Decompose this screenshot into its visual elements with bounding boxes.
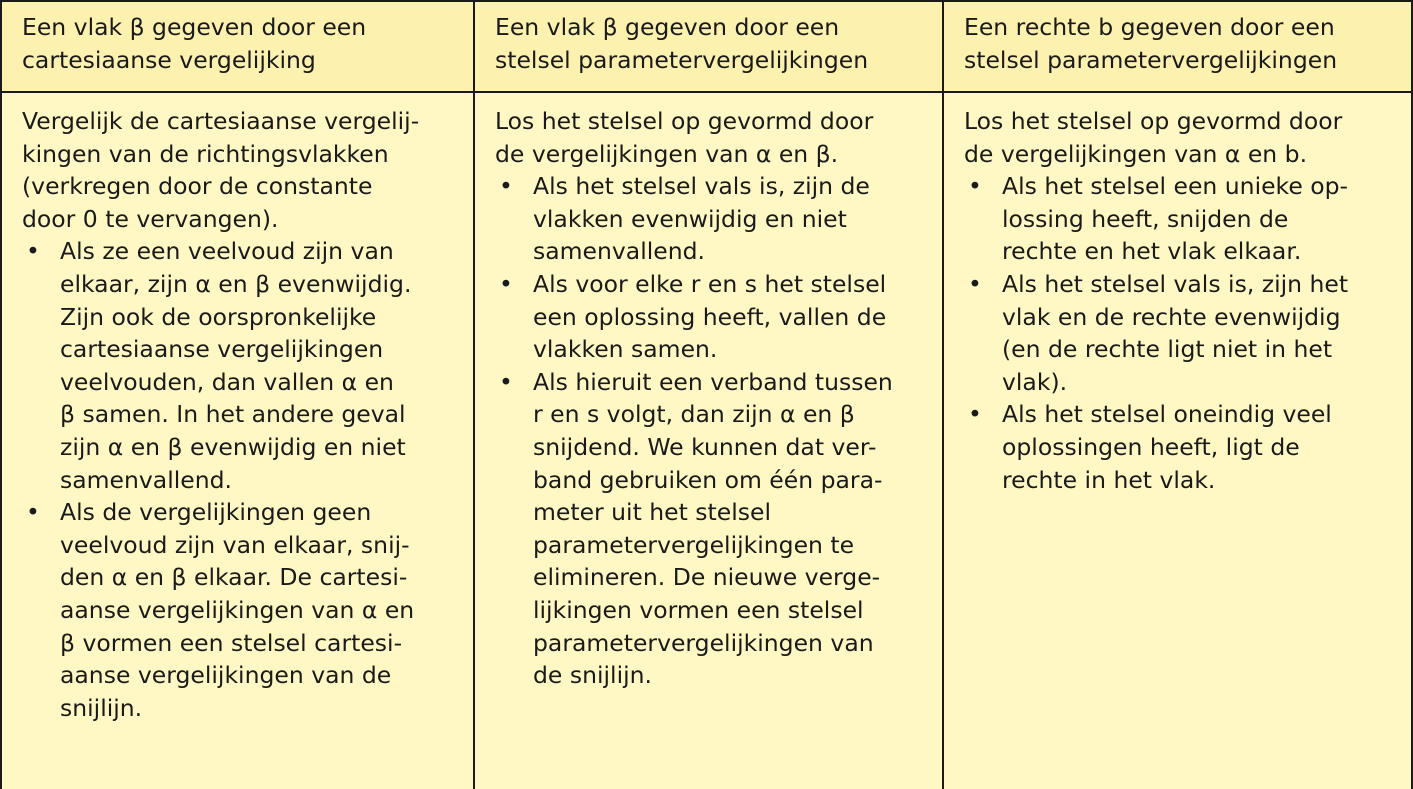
text-line: de vergelijkingen van α en β. <box>495 139 839 168</box>
text-line: lijkingen vormen een stelsel <box>533 595 864 624</box>
intro-paragraph <box>495 105 930 170</box>
header-cell-3 <box>944 2 1411 93</box>
text-line: snijdend. We kunnen dat ver- <box>533 432 877 461</box>
text-line: r en s volgt, dan zijn α en β <box>533 400 855 429</box>
text-line: vlakken samen. <box>533 335 718 364</box>
text-line: parametervergelijkingen te <box>533 530 855 559</box>
text-line: snijlijn. <box>60 693 143 722</box>
text-line: een oplossing heeft, vallen de <box>533 302 887 331</box>
text-line: Als hieruit een verband tussen <box>533 367 893 396</box>
header-cell-2 <box>475 2 944 93</box>
text-line: (en de rechte ligt niet in het <box>1002 335 1333 364</box>
text-line: Als het stelsel vals is, zijn de <box>533 172 870 201</box>
bullet-icon: • <box>499 172 513 201</box>
text-line: Als het stelsel een unieke op- <box>1002 172 1349 201</box>
text-line: door 0 te vervangen). <box>22 204 279 233</box>
text-line: lossing heeft, snijden de <box>1002 204 1289 233</box>
text-line: elkaar, zijn α en β evenwijdig. <box>60 269 412 298</box>
text-line: de vergelijkingen van α en b. <box>964 139 1308 168</box>
intro-paragraph <box>22 105 461 235</box>
bullet-item <box>495 366 930 692</box>
bullet-item <box>495 170 930 268</box>
header-line: Een rechte b gegeven door een <box>964 13 1335 41</box>
text-line: Als de vergelijkingen geen <box>60 498 372 527</box>
text-line: β vormen een stelsel cartesi- <box>60 628 403 657</box>
text-line: aanse vergelijkingen van de <box>60 661 392 690</box>
text-line: Als het stelsel oneindig veel <box>1002 400 1332 429</box>
bullet-item <box>964 170 1399 268</box>
text-line: rechte in het vlak. <box>1002 465 1216 494</box>
text-line: Als het stelsel vals is, zijn het <box>1002 269 1349 298</box>
text-line: elimineren. De nieuwe verge- <box>533 563 881 592</box>
text-line: veelvoud zijn van elkaar, snij- <box>60 530 410 559</box>
bullet-icon: • <box>499 269 513 298</box>
text-line: vlak en de rechte evenwijdig <box>1002 302 1341 331</box>
bullet-item <box>22 235 461 496</box>
text-line: veelvouden, dan vallen α en <box>60 367 394 396</box>
header-line: cartesiaanse vergelijking <box>22 45 316 74</box>
intro-paragraph <box>964 105 1399 170</box>
header-cell-1 <box>2 2 475 93</box>
text-line: band gebruiken om één para- <box>533 465 883 494</box>
text-line: vlakken evenwijdig en niet <box>533 204 847 233</box>
text-line: vlak). <box>1002 367 1068 396</box>
text-line: samenvallend. <box>533 237 705 266</box>
bullet-item <box>495 268 930 366</box>
body-cell-3 <box>944 93 1411 789</box>
text-line: aanse vergelijkingen van α en <box>60 595 415 624</box>
bullet-item <box>964 398 1399 496</box>
header-line: Een vlak β gegeven door een <box>495 13 840 41</box>
text-line: den α en β elkaar. De cartesi- <box>60 563 408 592</box>
bullet-item <box>22 496 461 724</box>
header-line: stelsel parametervergelijkingen <box>964 45 1338 74</box>
text-line: Zijn ook de oorspronkelijke <box>60 302 377 331</box>
body-cell-2 <box>475 93 944 789</box>
text-line: (verkregen door de constante <box>22 172 373 201</box>
text-line: Vergelijk de cartesiaanse vergelij- <box>22 107 420 135</box>
text-line: zijn α en β evenwijdig en niet <box>60 432 406 461</box>
bullet-icon: • <box>968 400 982 429</box>
bullet-icon: • <box>499 367 513 396</box>
text-line: meter uit het stelsel <box>533 498 771 527</box>
header-line: Een vlak β gegeven door een <box>22 13 367 41</box>
text-line: cartesiaanse vergelijkingen <box>60 335 384 364</box>
text-line: Als voor elke r en s het stelsel <box>533 269 887 298</box>
text-line: Los het stelsel op gevormd door <box>495 107 874 135</box>
bullet-icon: • <box>968 269 982 298</box>
text-line: β samen. In het andere geval <box>60 400 406 429</box>
bullet-icon: • <box>968 172 982 201</box>
header-line: stelsel parametervergelijkingen <box>495 45 869 74</box>
text-line: kingen van de richtingsvlakken <box>22 139 389 168</box>
text-line: oplossingen heeft, ligt de <box>1002 432 1300 461</box>
text-line: samenvallend. <box>60 465 232 494</box>
text-line: de snijlijn. <box>533 661 652 690</box>
body-cell-1 <box>2 93 475 789</box>
bullet-icon: • <box>26 498 40 527</box>
text-line: parametervergelijkingen van <box>533 628 874 657</box>
text-line: rechte en het vlak elkaar. <box>1002 237 1302 266</box>
text-line: Als ze een veelvoud zijn van <box>60 237 394 266</box>
text-line: Los het stelsel op gevormd door <box>964 107 1343 135</box>
bullet-item <box>964 268 1399 398</box>
bullet-icon: • <box>26 237 40 266</box>
